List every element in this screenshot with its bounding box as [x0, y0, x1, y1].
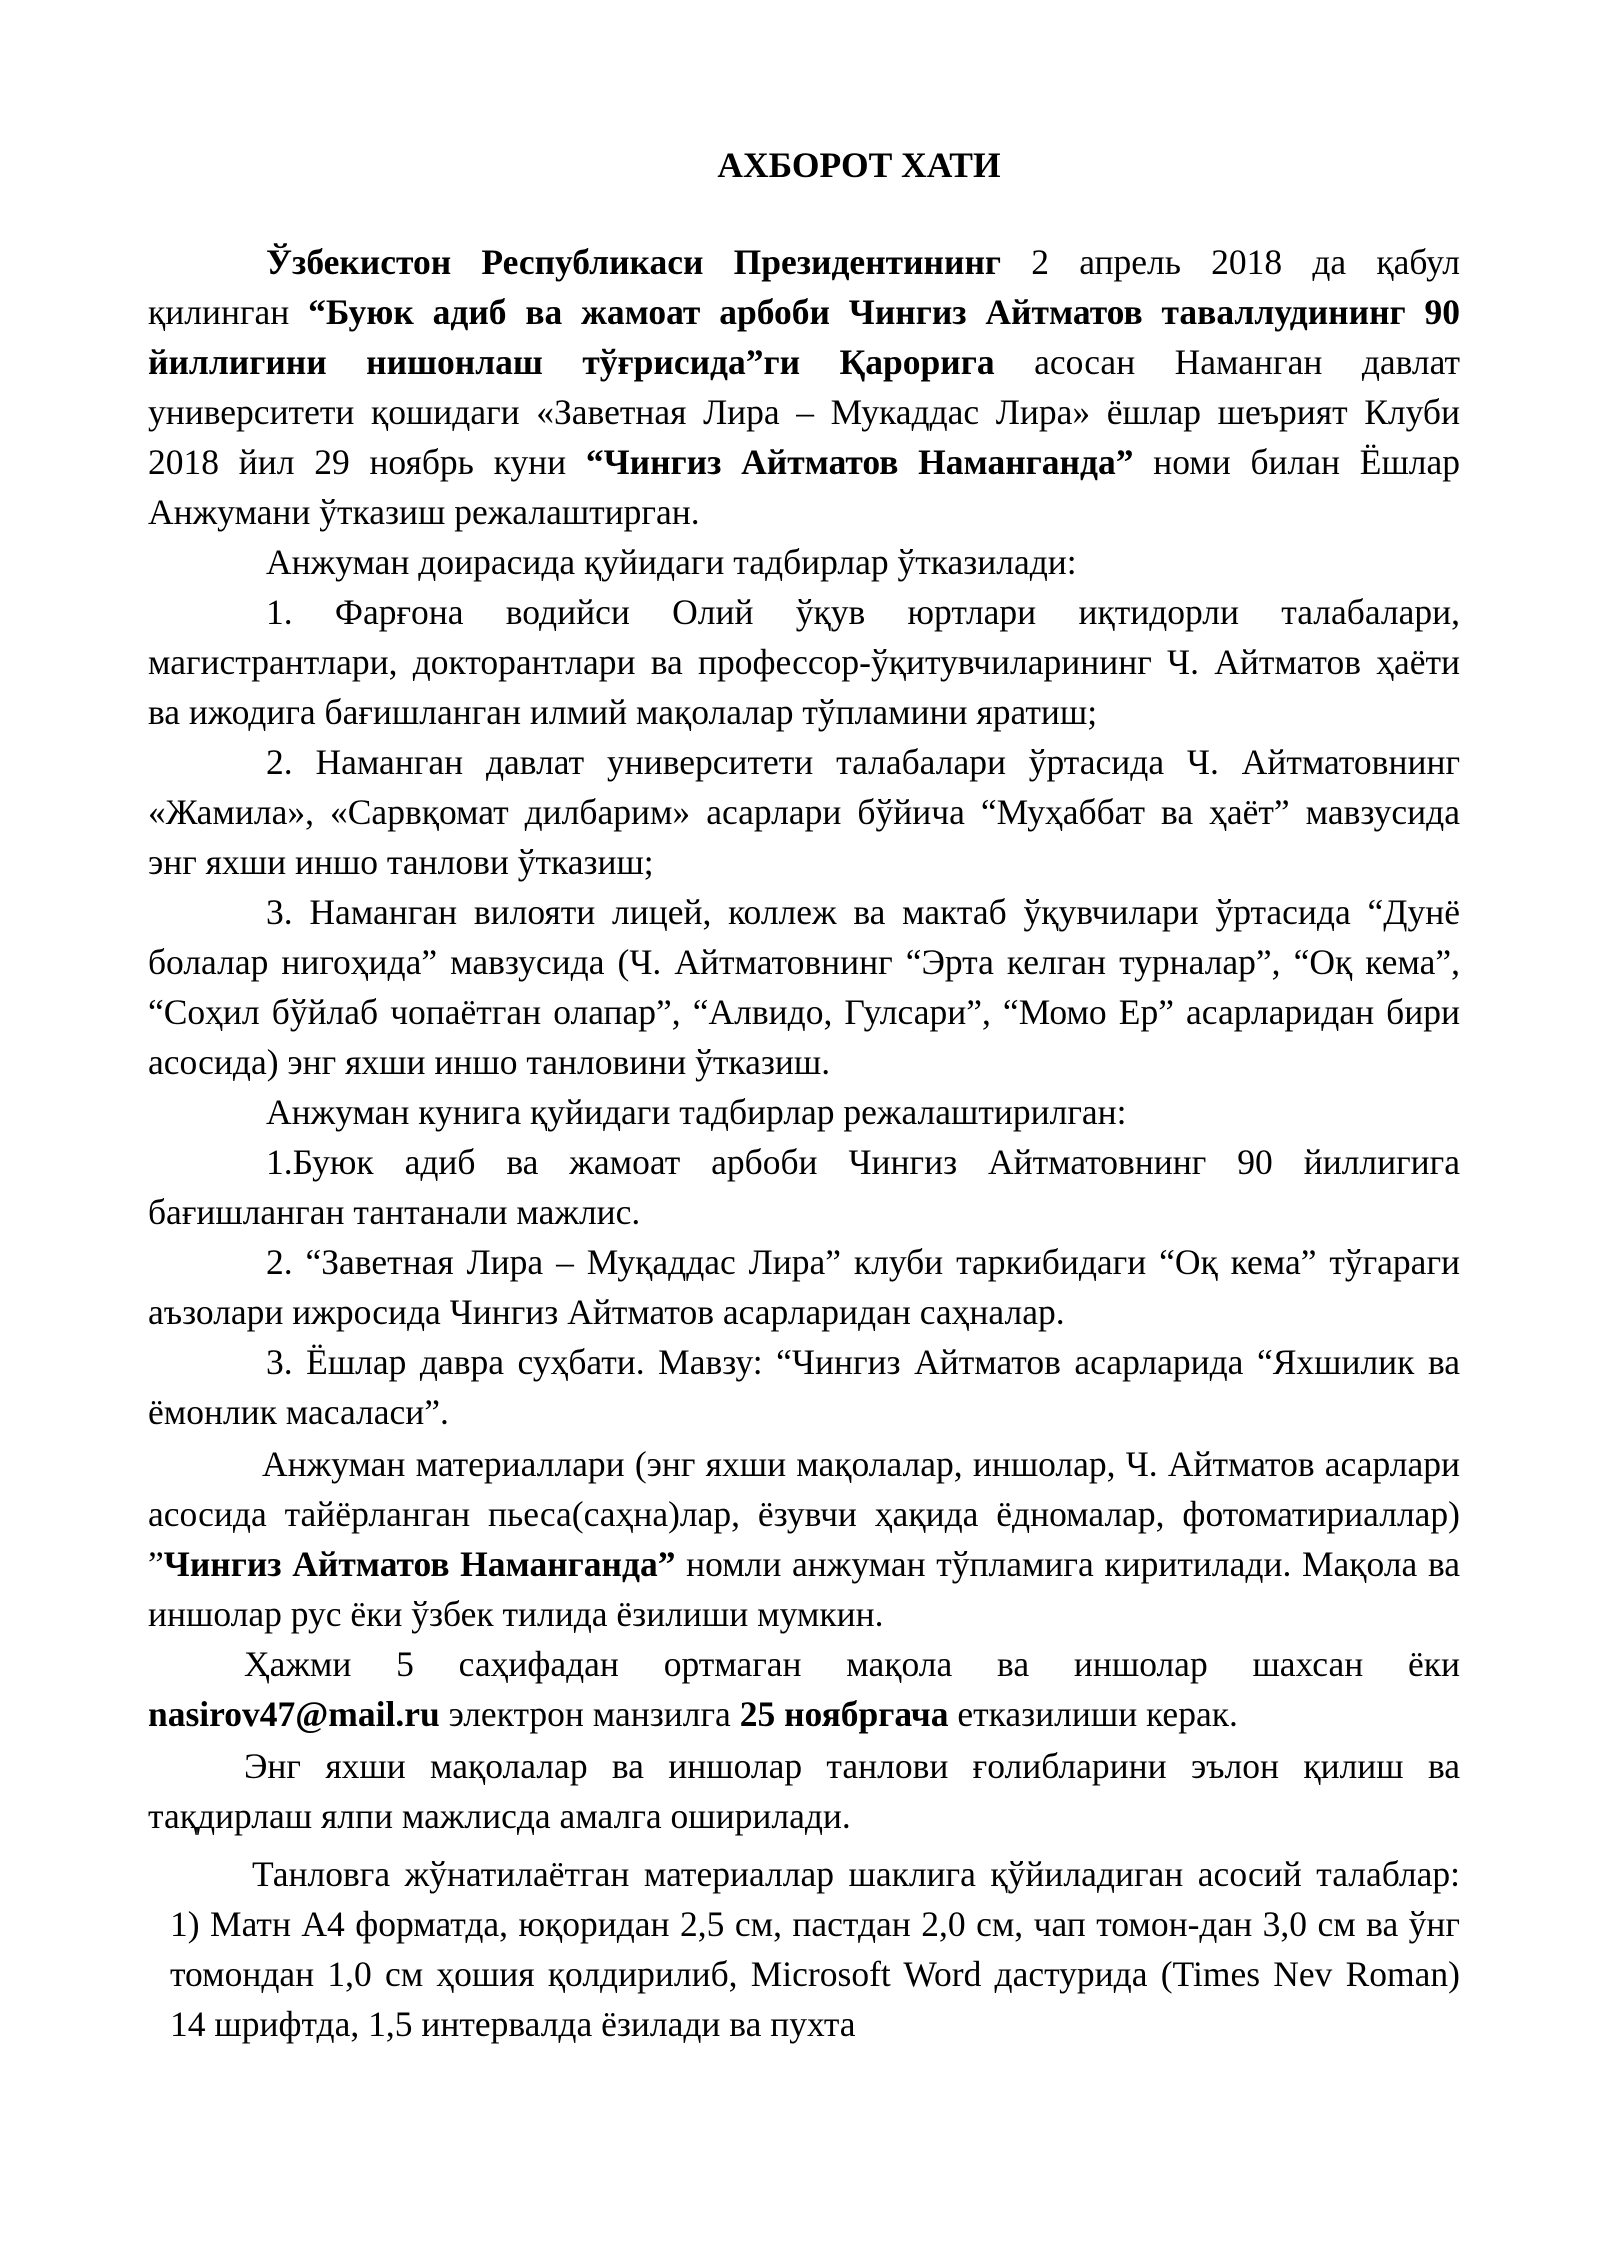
paragraph-day-item-1: 1.Буюк адиб ва жамоат арбоби Чингиз Айтматовнинг 90 йиллигига бағишланган тантанали мажлис.: [148, 1142, 1460, 1232]
paragraph-intro: [148, 237, 1460, 537]
paragraph-item-2: 2. Наманган давлат университети талабалари ўртасида Ч. Айтматовнинг «Жамила», «Сарвқомат дилбарим» асарлари бўйича “Муҳаббат ва ҳаёт” мавзусида энг яхши иншо танлови ўтказиш;: [148, 742, 1460, 882]
materials-text-end: номли анжуман тўпламига киритилади. Мақола ва иншолар рус ёки ўзбек тилида ёзилиши мумкин.: [148, 1544, 1461, 1634]
paragraph-events-heading: Анжуман доирасида қуйидаги тадбирлар ўтказилади:: [266, 542, 1077, 582]
paragraph-item-3: 3. Наманган вилояти лицей, коллеж ва мактаб ўқувчилари ўртасида “Дунё болалар нигоҳида” мавзусида (Ч. Айтматовнинг “Эрта келган турналар”, “Оқ кема”, “Соҳил бўйлаб чопаётган олапар”, “Алвидо, Гулсари”, “Момо Ер” асарларидан бири асосида) энг яхши иншо танловини ўтказиш.: [148, 892, 1460, 1082]
intro-text-university: асосан Наманган давлат университети қошидаги «Заветная Лира – Мукаддас Лира» ёшлар шеърият Клуби 2018 йил 29 ноябрь куни: [148, 342, 1460, 482]
paragraph-materials: [148, 1439, 1460, 1639]
intro-bold-decree: “Буюк адиб ва жамоат арбоби Чингиз Айтматов таваллудининг 90 йиллигини нишонлаш тўғрисида”ги Қарорига: [148, 292, 1460, 382]
document-page: [148, 140, 1460, 2049]
paragraph-day-heading: Анжуман кунига қуйидаги тадбирлар режалаштирилган:: [266, 1092, 1127, 1132]
intro-bold-president: Ўзбекистон Республикаси Президентининг: [266, 242, 1002, 282]
document-title: АХБОРОТ ХАТИ: [717, 145, 1001, 185]
submission-text-start: Ҳажми 5 саҳифадан ортмаган мақола ва иншолар шахсан ёки: [244, 1644, 1460, 1684]
intro-text-forum: номи билан Ёшлар Анжумани ўтказиш режалаштирган.: [148, 442, 1461, 532]
paragraph-winners: Энг яхши мақолалар ва иншолар танлови ғолибларини эълон қилиш ва тақдирлаш ялпи мажлисда амалга оширилади.: [148, 1746, 1460, 1836]
submission-deadline: 25 ноябргача: [739, 1694, 949, 1734]
submission-text-end: етказилиши керак.: [948, 1694, 1238, 1734]
materials-bold-collection: Чингиз Айтматов Наманганда”: [163, 1544, 676, 1584]
submission-text-middle: электрон манзилга: [439, 1694, 740, 1734]
paragraph-day-item-2: 2. “Заветная Лира – Муқаддас Лира” клуби таркибидаги “Оқ кема” тўгараги аъзолари ижросида Чингиз Айтматов асарларидан саҳналар.: [148, 1242, 1460, 1332]
paragraph-day-item-3: 3. Ёшлар давра суҳбати. Мавзу: “Чингиз Айтматов асарларида “Яхшилик ва ёмонлик масаласи”.: [148, 1342, 1460, 1432]
paragraph-item-1: 1. Фарғона водийси Олий ўқув юртлари иқтидорли талабалари, магистрантлари, докторантлари ва профессор-ўқитувчиларининг Ч. Айтматов ҳаёти ва ижодига бағишланган илмий мақолалар тўпламини яратиш;: [148, 592, 1460, 732]
submission-email: nasirov47@mail.ru: [148, 1694, 440, 1734]
intro-text-date: 2 апрель 2018 да қабул қилинган: [148, 242, 1461, 332]
intro-bold-event-name: “Чингиз Айтматов Наманганда”: [585, 442, 1134, 482]
paragraph-requirements: Танловга жўнатилаётган материаллар шаклига қўйиладиган асосий талаблар: 1) Матн А4 форматда, юқоридан 2,5 см, пастдан 2,0 см, чап томон-дан 3,0 см ва ўнг томондан 1,0 см ҳошия қолдирилиб, Microsoft Word дастурида (Times Nev Roman) 14 шрифтда, 1,5 интервалда ёзилади ва пухта: [170, 1854, 1460, 2044]
materials-text-start: Анжуман материаллари (энг яхши мақолалар, иншолар, Ч. Айтматов асарлари асосида тайёрланган пьеса(саҳна)лар, ёзувчи ҳақида ёдномалар, фотоматириаллар) ”: [148, 1444, 1460, 1584]
paragraph-submission: [148, 1639, 1460, 1739]
